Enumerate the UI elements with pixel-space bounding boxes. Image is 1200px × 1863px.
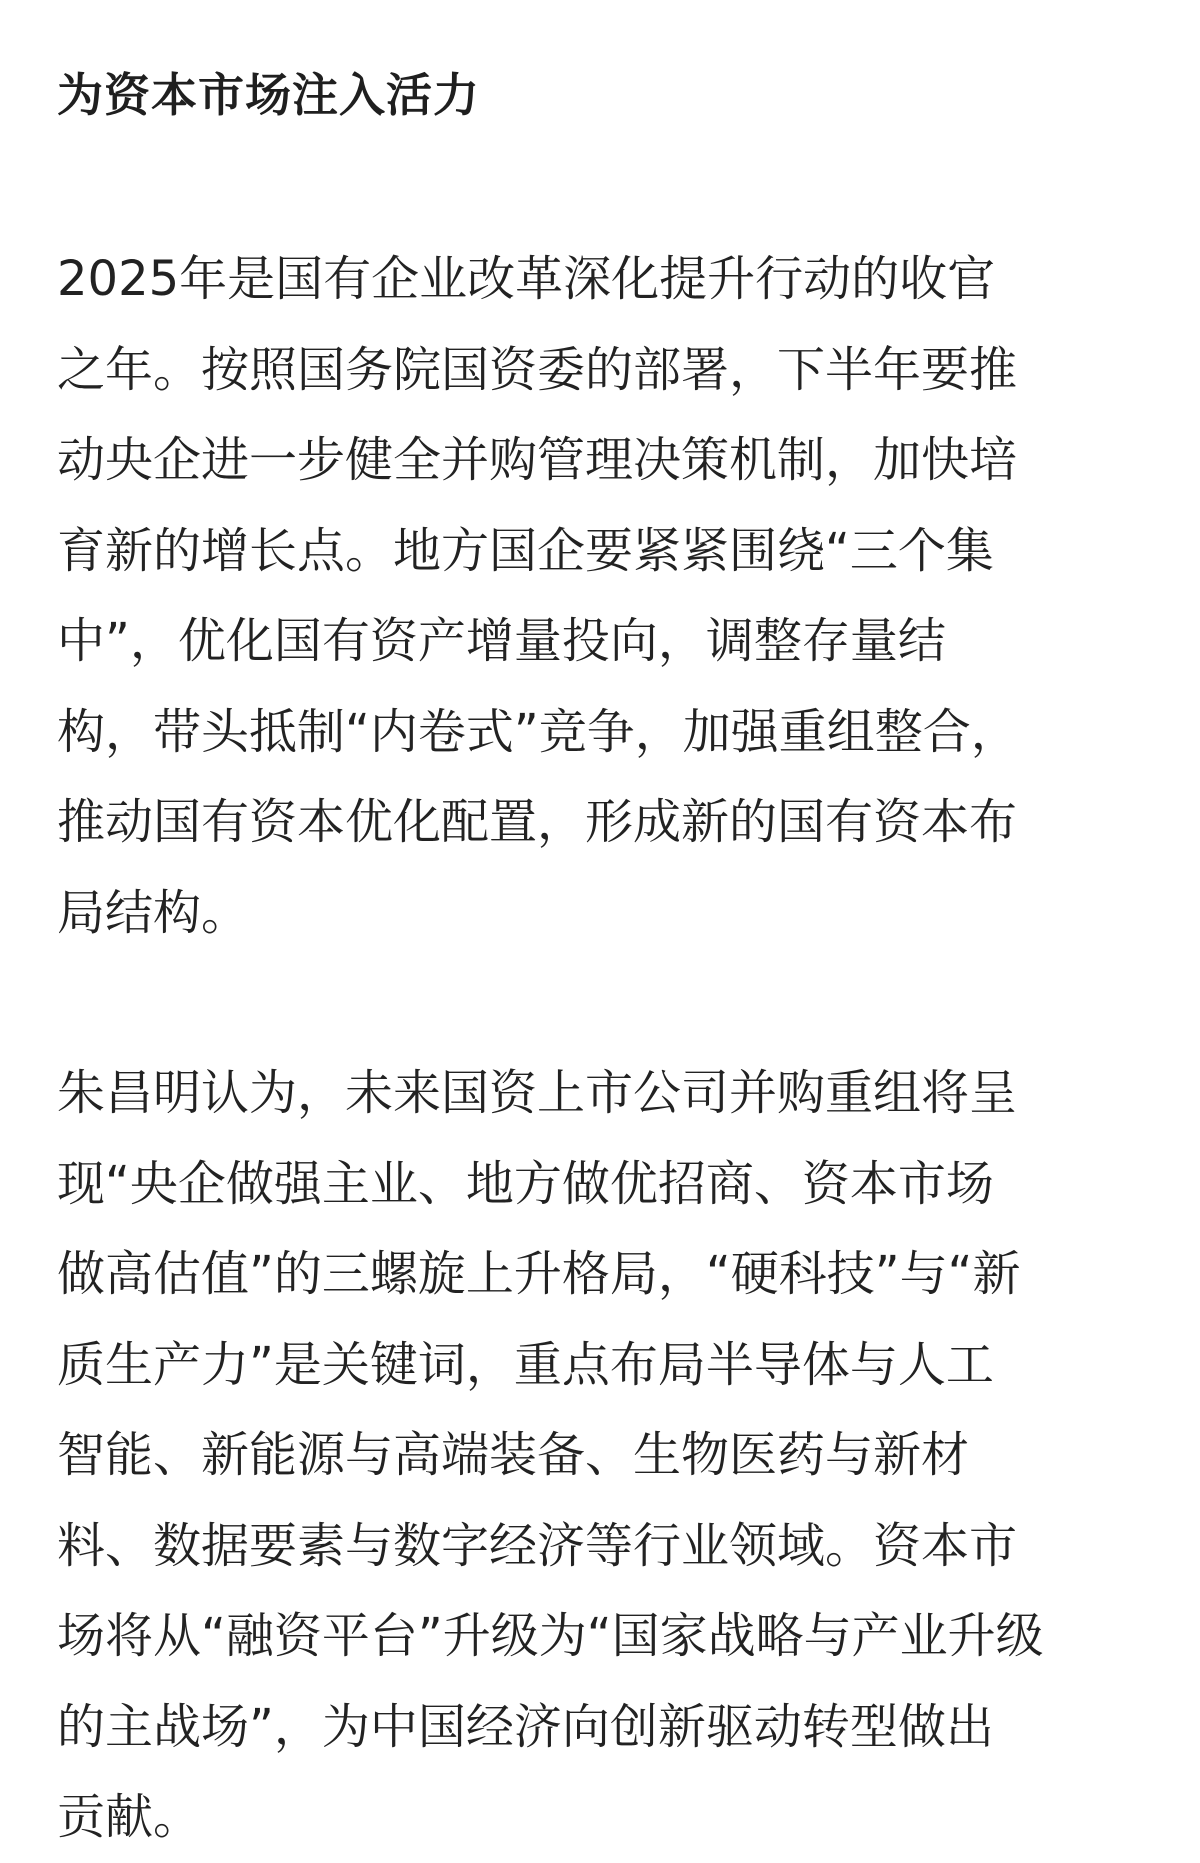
article-heading: 为资本市场注入活力 — [57, 68, 480, 122]
paragraph-line: 场将从“融资平台”升级为“国家战略与产业升级 — [57, 1608, 1044, 1664]
paragraph-line: 推动国有资本优化配置，形成新的国有资本布 — [57, 794, 1018, 850]
paragraph-line: 贡献。 — [57, 1789, 202, 1845]
paragraph-line: 的主战场”，为中国经济向创新驱动转型做出 — [57, 1698, 994, 1755]
paragraph-line: 现“央企做强主业、地方做优招商、资本市场 — [57, 1155, 994, 1212]
paragraph-line: 2025年是国有企业改革深化提升行动的收官 — [57, 251, 996, 307]
paragraph-line: 育新的增长点。地方国企要紧紧围绕“三个集 — [57, 522, 994, 579]
paragraph-line: 中”，优化国有资产增量投向，调整存量结 — [57, 613, 946, 669]
paragraph-line: 智能、新能源与高端装备、生物医药与新材 — [57, 1427, 970, 1483]
paragraph-line: 做高估值”的三螺旋上升格局，“硬科技”与“新 — [57, 1246, 1021, 1302]
paragraph-2 — [57, 1048, 1147, 1863]
paragraph-line: 构，带头抵制“内卷式”竞争，加强重组整合， — [57, 703, 1019, 760]
paragraph-line: 质生产力”是关键词，重点布局半导体与人工 — [57, 1336, 994, 1393]
paragraph-1 — [57, 234, 1147, 958]
paragraph-line: 料、数据要素与数字经济等行业领域。资本市 — [57, 1517, 1018, 1574]
article — [57, 58, 1147, 1863]
paragraph-line: 局结构。 — [57, 884, 250, 941]
paragraph-line: 之年。按照国务院国资委的部署，下半年要推 — [57, 341, 1018, 398]
paragraph-line: 动央企进一步健全并购管理决策机制，加快培 — [57, 432, 1018, 488]
paragraph-line: 朱昌明认为，未来国资上市公司并购重组将呈 — [57, 1065, 1018, 1121]
